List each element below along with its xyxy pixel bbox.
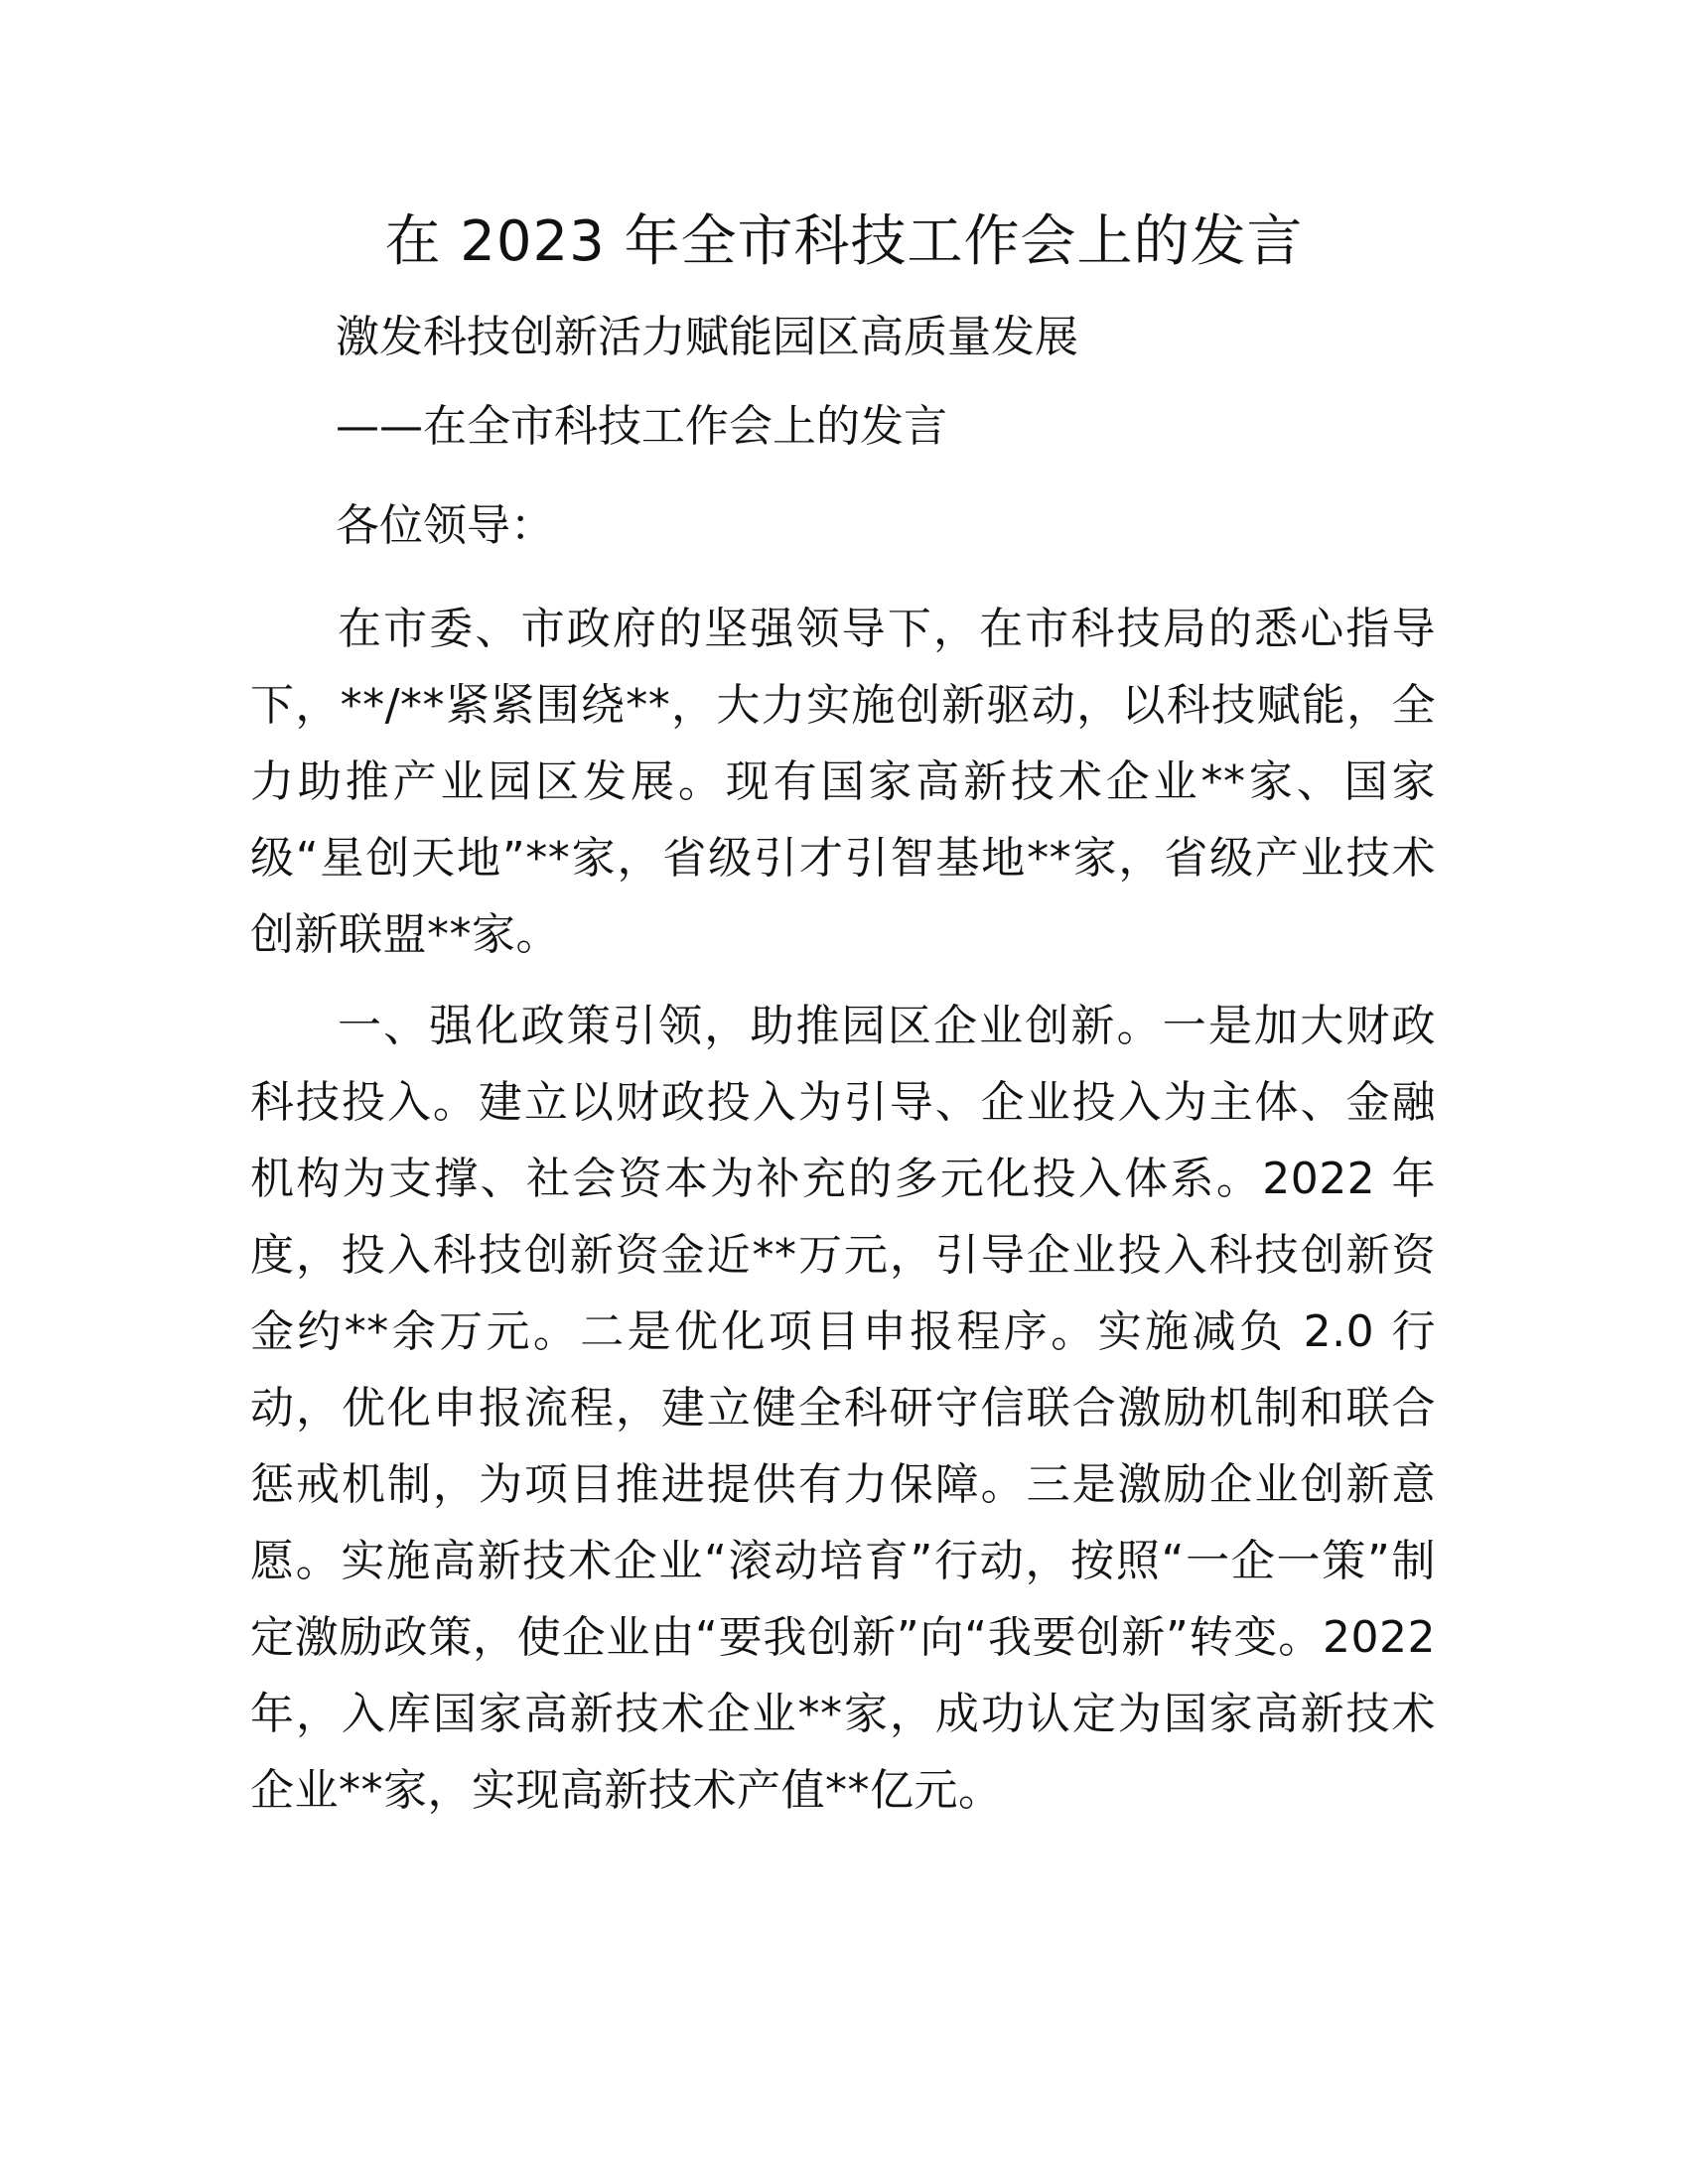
document-title: 在 2023 年全市科技工作会上的发言: [384, 209, 1304, 274]
document-subtitle: 激发科技创新活力赋能园区高质量发展: [336, 312, 1078, 362]
document-byline: ——在全市科技工作会上的发言: [336, 401, 947, 452]
paragraph-intro: 在市委、市政府的坚强领导下，在市科技局的悉心指导下，**/**紧紧围绕**，大力实施创新驱动，以科技赋能，全力助推产业园区发展。现有国家高新技术企业**家、国家级“星创天地”**家，省级引才引智基地**家，省级产业技术创新联盟**家。: [250, 604, 1436, 960]
salutation: 各位领导：: [336, 500, 554, 551]
paragraph-policy: 一、强化政策引领，助推园区企业创新。一是加大财政科技投入。建立以财政投入为引导、企业投入为主体、金融机构为支撑、社会资本为补充的多元化投入体系。2022 年度，投入科技创新资金近**万元，引导企业投入科技创新资金约**余万元。二是优化项目申报程序。实施减负 2.0 行动，优化申报流程，建立健全科研守信联合激励机制和联合惩戒机制，为项目推进提供有力保障。三是激励企业创新意愿。实施高新技术企业“滚动培育”行动，按照“一企一策”制定激励政策，使企业由“要我创新”向“我要创新”转变。2022 年，入库国家高新技术企业**家，成功认定为国家高新技术企业**家，实现高新技术产值**亿元。: [250, 1001, 1436, 1816]
